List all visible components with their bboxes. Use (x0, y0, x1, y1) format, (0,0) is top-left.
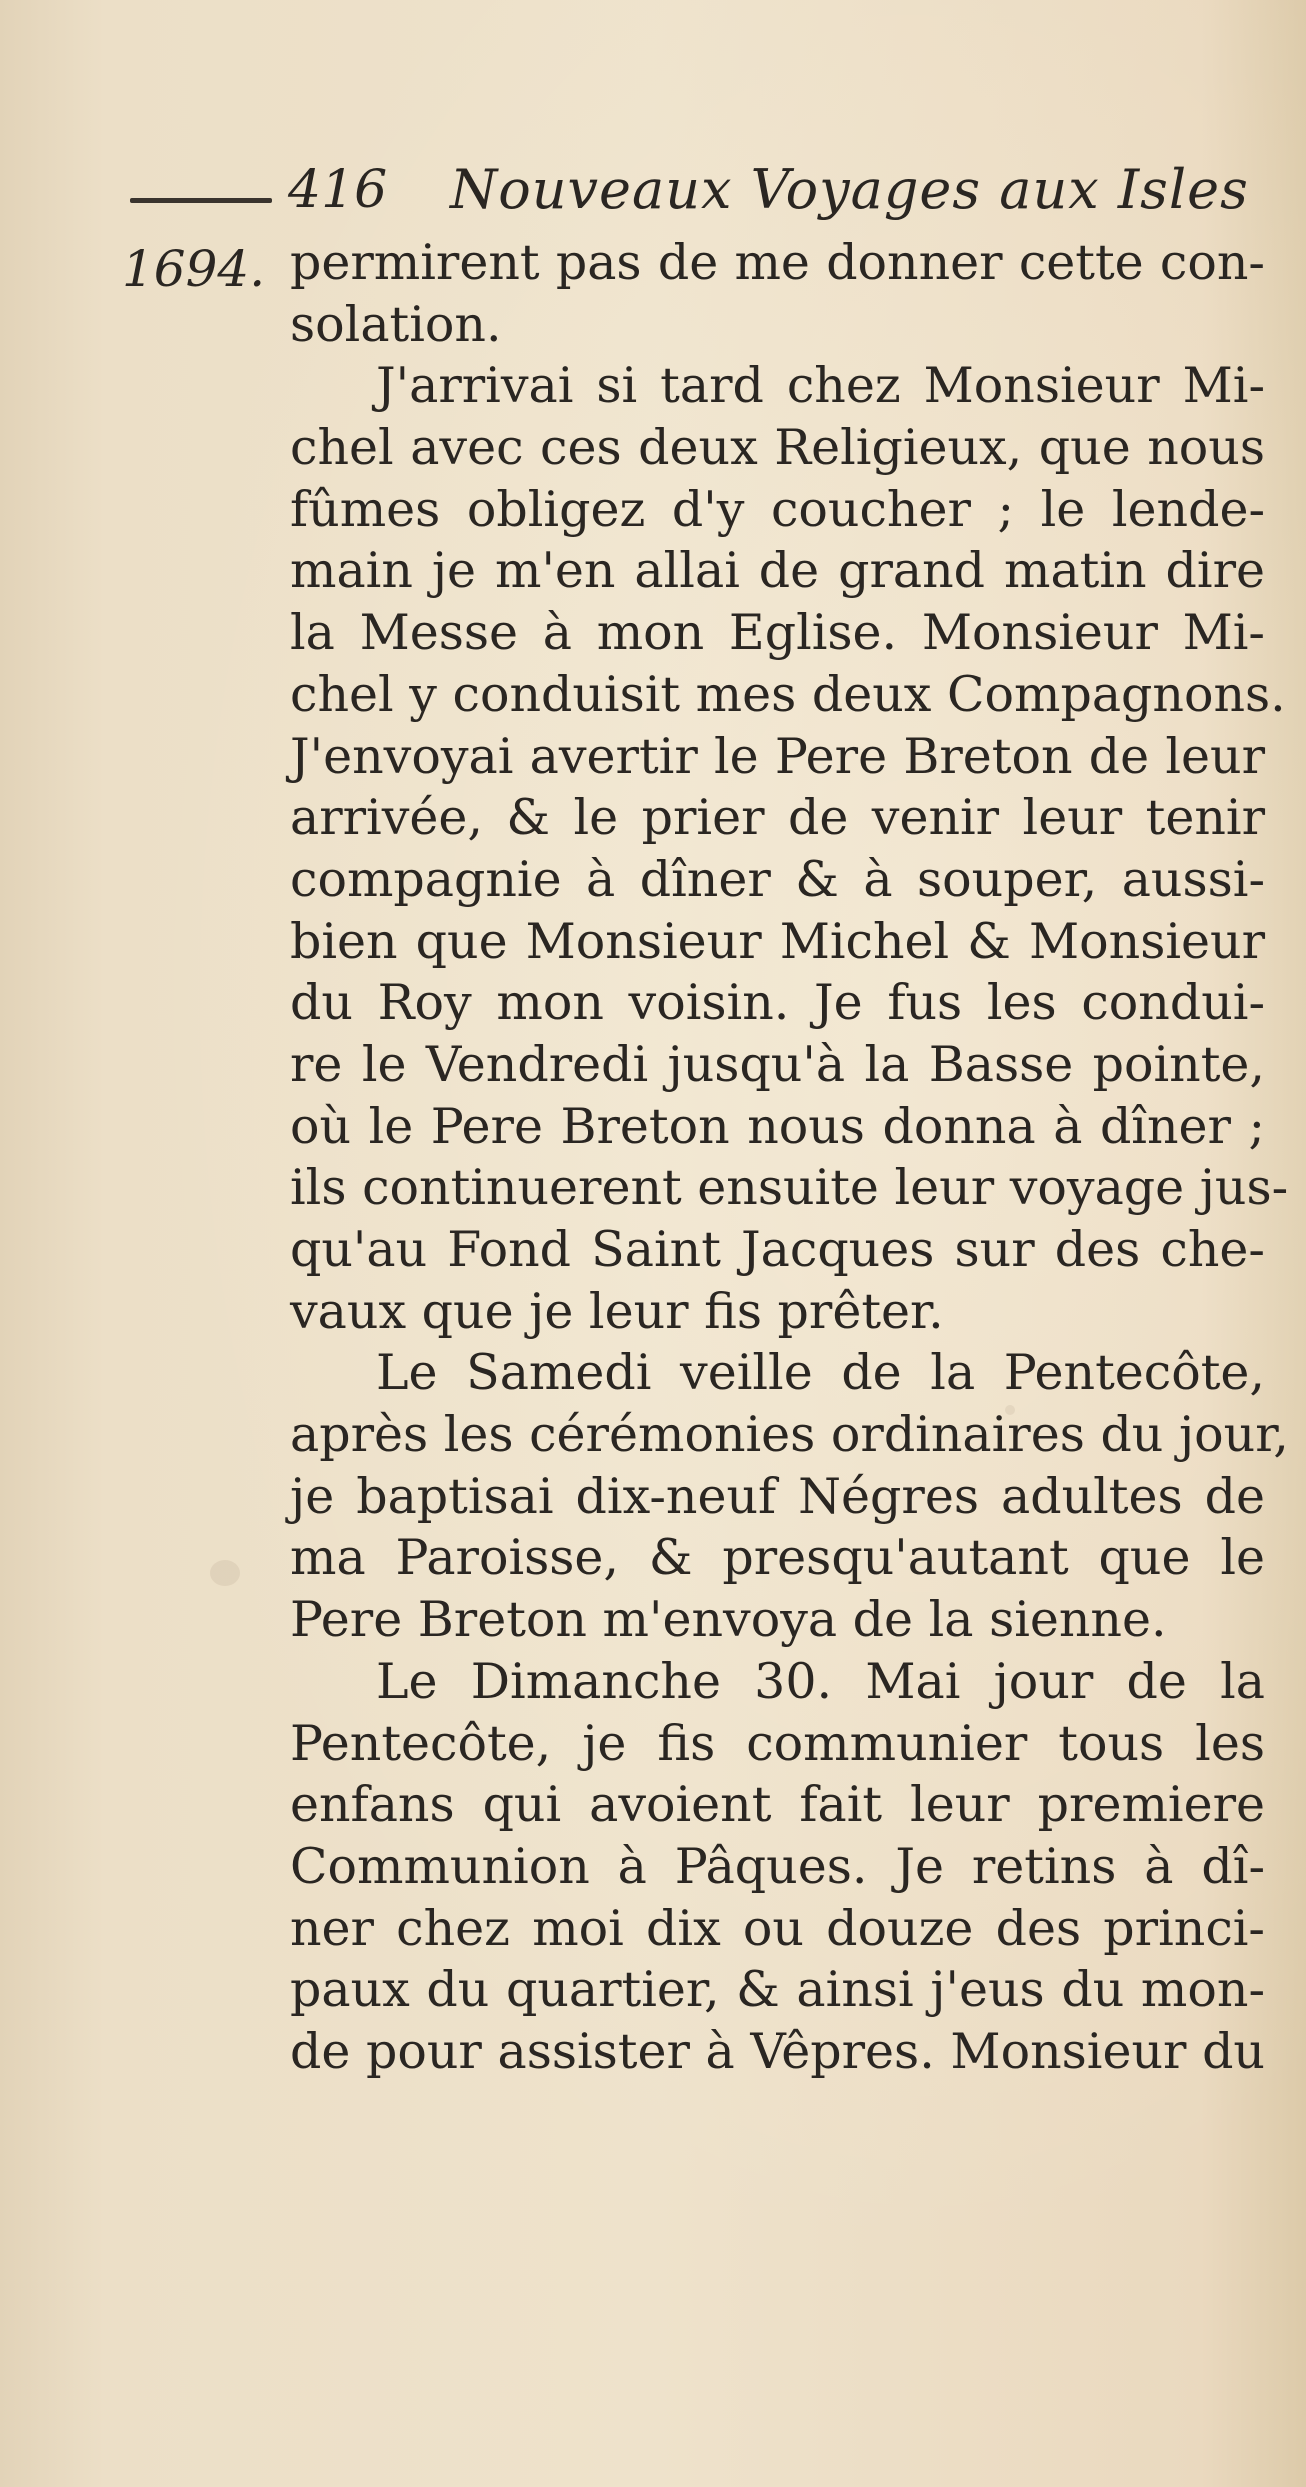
text-line: enfans qui avoient fait leur premiere (290, 1776, 1265, 1834)
text-line: bien que Monsieur Michel & Monsieur (290, 912, 1265, 970)
text-line: fûmes obligez d'y coucher ; le lende- (290, 480, 1265, 538)
text-line: la Messe à mon Eglise. Monsieur Mi- (290, 604, 1265, 662)
text-line: main je m'en allai de grand matin dire (290, 542, 1265, 600)
running-head (130, 150, 1250, 230)
text-line: je baptisai dix-neuf Négres adultes de (290, 1467, 1265, 1525)
text-line: J'arrivai si tard chez Monsieur Mi- (376, 357, 1265, 415)
text-line: chel avec ces deux Religieux, que nous (290, 419, 1265, 477)
text-line: J'envoyai avertir le Pere Breton de leur (290, 727, 1265, 785)
text-line: de pour assister à Vêpres. Monsieur du (290, 2022, 1265, 2080)
paper-stain (210, 1560, 240, 1586)
text-line: ma Paroisse, & presqu'autant que le (290, 1529, 1265, 1587)
head-rule (130, 198, 272, 203)
text-line: vaux que je leur fis prêter. (290, 1282, 944, 1340)
text-line: après les cérémonies ordinaires du jour, (290, 1406, 1289, 1464)
running-title: Nouveaux Voyages aux Isles (450, 158, 1249, 221)
page-number: 416 (288, 160, 388, 220)
text-line: permirent pas de me donner cette con- (290, 234, 1265, 291)
text-line: paux du quartier, & ainsi j'eus du mon- (290, 1961, 1265, 2019)
text-line: re le Vendredi jusqu'à la Basse pointe, (290, 1035, 1265, 1093)
text-line: arrivée, & le prier de venir leur tenir (290, 789, 1265, 847)
text-line: qu'au Fond Saint Jacques sur des che- (290, 1221, 1265, 1278)
text-line: solation. (290, 295, 502, 353)
text-line: ner chez moi dix ou douze des princi- (290, 1899, 1265, 1957)
text-line: Communion à Pâques. Je retins à dî- (290, 1837, 1265, 1895)
body-text (290, 232, 1289, 2083)
text-line: compagnie à dîner & à souper, aussi- (290, 850, 1265, 908)
text-line: chel y conduisit mes deux Compagnons. (290, 665, 1286, 723)
text-line: Le Dimanche 30. Mai jour de la (376, 1652, 1265, 1710)
text-line: Pentecôte, je fis communier tous les (290, 1714, 1265, 1772)
text-line: ils continuerent ensuite leur voyage jus- (290, 1159, 1289, 1217)
text-line: du Roy mon voisin. Je fus les condui- (290, 974, 1265, 1032)
text-line: où le Pere Breton nous donna à dîner ; (290, 1097, 1265, 1155)
margin-year-note: 1694. (122, 240, 266, 298)
text-line: Pere Breton m'envoya de la sienne. (290, 1591, 1167, 1649)
text-line: Le Samedi veille de la Pentecôte, (376, 1344, 1265, 1402)
